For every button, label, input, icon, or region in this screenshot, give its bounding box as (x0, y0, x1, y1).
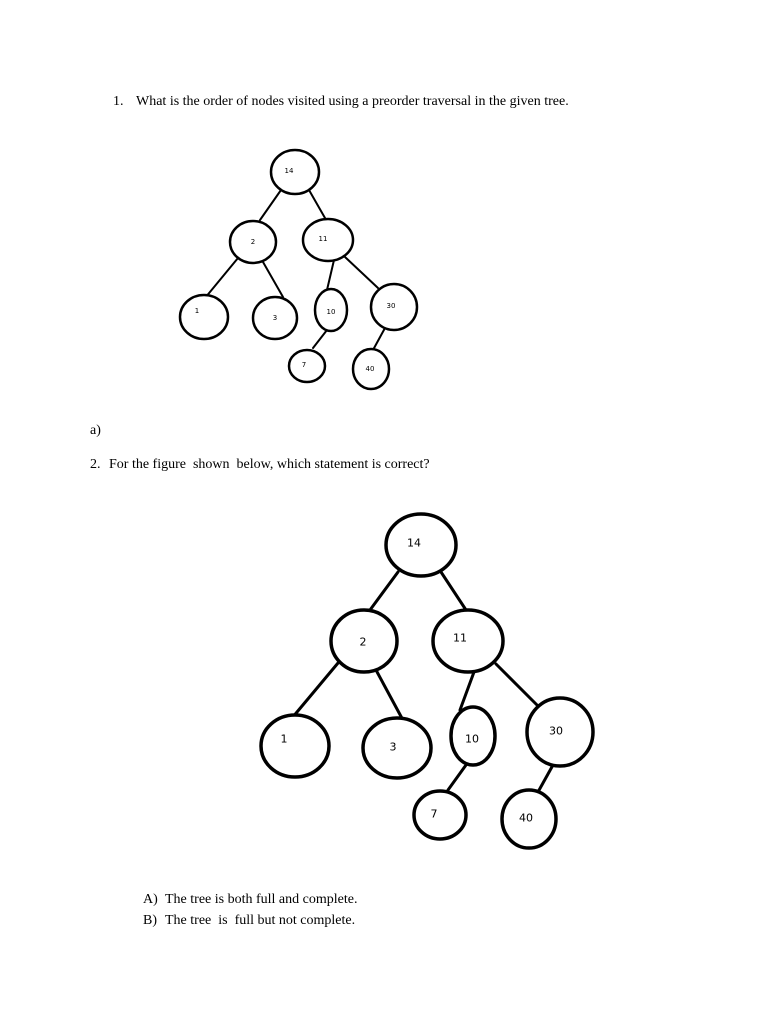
tree-diagram-2 (261, 514, 593, 848)
question-1-number: 1. (113, 94, 124, 109)
tree1-label: 7 (301, 361, 307, 369)
tree2-label: 10 (465, 732, 479, 746)
tree1-label: 11 (318, 235, 328, 243)
tree2-label: 1 (280, 732, 288, 746)
edge-2-3 (263, 262, 283, 297)
tree2-label: 11 (453, 631, 467, 645)
edge-11-10 (327, 260, 334, 290)
tree2-node-7 (414, 791, 466, 839)
tree1-label: 14 (284, 167, 294, 175)
question-2-number: 2. (90, 457, 101, 472)
tree-diagram-1 (180, 150, 417, 389)
edge-11-10 (460, 672, 474, 710)
tree2-label: 7 (430, 807, 438, 821)
edge-10-7 (448, 765, 466, 790)
edge-2-1 (292, 663, 338, 718)
option-b-letter: B) (143, 913, 157, 928)
question-1-text: What is the order of nodes visited using a preorder traversal in the given tree. (136, 94, 569, 109)
tree1-node-1 (180, 295, 228, 339)
tree1-label: 30 (386, 302, 396, 310)
question-2-text: For the figure shown below, which statement is correct? (109, 457, 430, 472)
tree2-node-11 (433, 610, 503, 672)
option-b-text: The tree is full but not complete. (165, 913, 356, 928)
tree2-label: 30 (549, 724, 563, 738)
tree2-label: 2 (359, 635, 367, 649)
tree1-node-11 (303, 219, 353, 261)
option-a-text: The tree is both full and complete. (165, 892, 358, 907)
tree1-node-7 (289, 350, 325, 382)
tree1-label: 10 (326, 308, 336, 316)
edge-30-40 (538, 765, 553, 792)
option-b (136, 897, 355, 929)
edge-14-2 (370, 572, 398, 610)
edge-2-3 (376, 670, 404, 722)
edge-14-11 (441, 572, 466, 610)
edge-2-1 (205, 258, 238, 298)
tree1-label: 1 (194, 307, 200, 315)
edge-14-2 (260, 190, 281, 220)
tree2-label: 40 (519, 811, 533, 825)
option-a-letter: A) (143, 892, 158, 907)
tree2-node-1 (261, 715, 329, 777)
tree2-node-14 (386, 514, 456, 576)
edge-30-40 (373, 328, 385, 350)
answer-label-a: a) (90, 423, 101, 438)
edge-11-30 (496, 664, 540, 708)
tree1-label: 40 (365, 365, 375, 373)
tree1-node-14 (271, 150, 319, 194)
tree1-label: 2 (250, 238, 256, 246)
tree2-label: 14 (407, 536, 421, 550)
tree2-label: 3 (389, 740, 397, 754)
edge-11-30 (345, 257, 378, 288)
edge-10-7 (313, 330, 327, 348)
tree2-node-3 (363, 718, 431, 778)
edge-14-11 (309, 190, 325, 218)
tree1-label: 3 (272, 314, 278, 322)
